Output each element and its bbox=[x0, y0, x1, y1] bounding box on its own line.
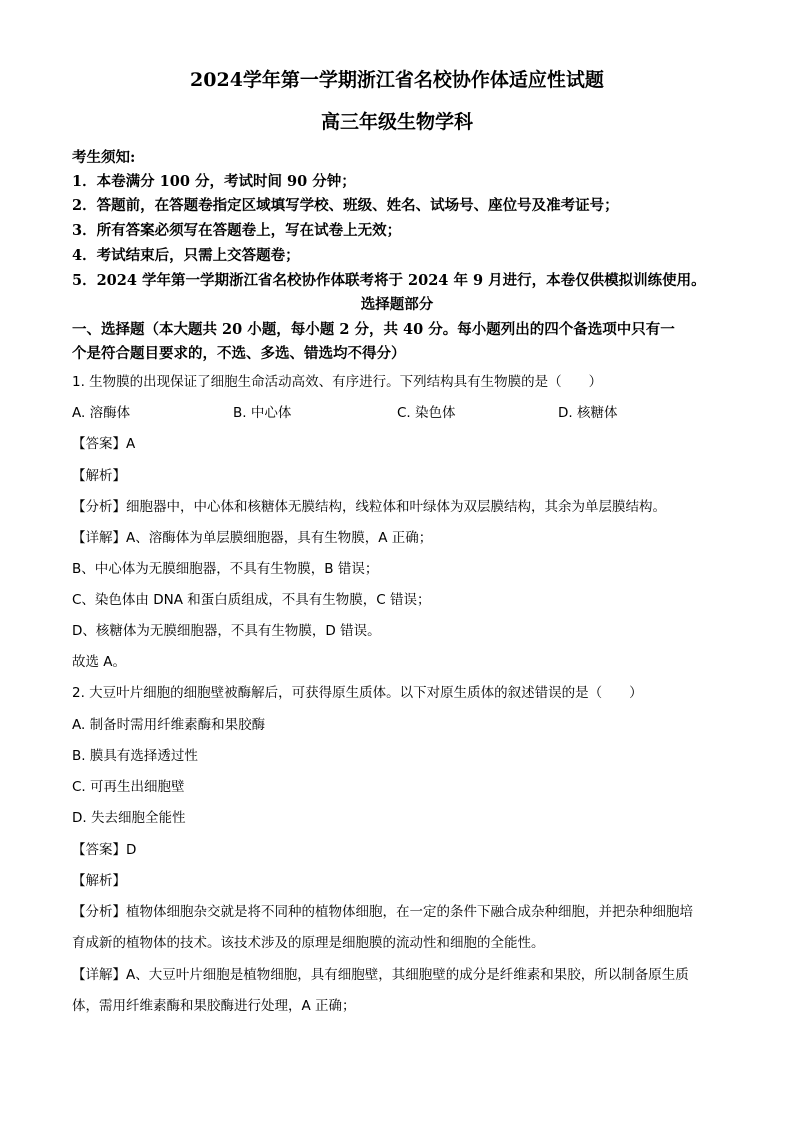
q2-option-a: A. 制备时需用纤维素酶和果胶酶 bbox=[72, 717, 266, 733]
q1-detail-line: 【详解】A、溶酶体为单层膜细胞器，具有生物膜，A 正确； bbox=[72, 530, 433, 546]
q2-analysis-label: 【解析】 bbox=[72, 873, 126, 889]
q1-stem: 1. 生物膜的出现保证了细胞生命活动高效、有序进行。下列结构具有生物膜的是（ ） bbox=[72, 374, 603, 390]
q2-answer: 【答案】D bbox=[72, 842, 137, 858]
q1-option-c: C. 染色体 bbox=[397, 405, 456, 421]
section-title: 选择题部分 bbox=[360, 296, 434, 313]
q1-detail-line: C、染色体由 DNA 和蛋白质组成，不具有生物膜，C 错误； bbox=[72, 592, 431, 608]
q1-option-d: D. 核糖体 bbox=[558, 405, 618, 421]
q1-analysis-label: 【解析】 bbox=[72, 468, 126, 484]
notice-item-2: 2．答题前，在答题卷指定区域填写学校、班级、姓名、试场号、座位号及准考证号； bbox=[72, 197, 619, 214]
exam-title: 2024学年第一学期浙江省名校协作体适应性试题 bbox=[190, 69, 604, 91]
notice-item-4: 4．考试结束后，只需上交答题卷； bbox=[72, 247, 300, 264]
q2-analysis-line-2: 育成新的植物体的技术。该技术涉及的原理是细胞膜的流动性和细胞的全能性。 bbox=[72, 935, 545, 951]
q2-stem: 2. 大豆叶片细胞的细胞壁被酶解后，可获得原生质体。以下对原生质体的叙述错误的是（ ） bbox=[72, 685, 643, 701]
q2-option-d: D. 失去细胞全能性 bbox=[72, 810, 186, 826]
q1-option-a: A. 溶酶体 bbox=[72, 405, 131, 421]
q1-answer: 【答案】A bbox=[72, 436, 136, 452]
q1-detail-line: D、核糖体为无膜细胞器，不具有生物膜，D 错误。 bbox=[72, 623, 381, 639]
q1-analysis: 【分析】细胞器中，中心体和核糖体无膜结构，线粒体和叶绿体为双层膜结构，其余为单层膜结构。 bbox=[72, 499, 666, 515]
q2-detail-line-1: 【详解】A、大豆叶片细胞是植物细胞，具有细胞壁，其细胞壁的成分是纤维素和果胶，所以制备原生质 bbox=[72, 967, 689, 983]
q2-option-b: B. 膜具有选择透过性 bbox=[72, 748, 198, 764]
q1-conclusion: 故选 A。 bbox=[72, 654, 127, 670]
q1-detail-line: B、中心体为无膜细胞器，不具有生物膜，B 错误； bbox=[72, 561, 379, 577]
section-intro-line-2: 个是符合题目要求的，不选、多选、错选均不得分） bbox=[72, 345, 406, 362]
notice-item-5: 5．2024 学年第一学期浙江省名校协作体联考将于 2024 年 9 月进行，本卷仅供模拟训练使用。 bbox=[72, 272, 706, 289]
q1-option-b: B. 中心体 bbox=[233, 405, 292, 421]
section-intro-line-1: 一、选择题（本大题共 20 小题，每小题 2 分，共 40 分。每小题列出的四个备选项中只有一 bbox=[72, 321, 675, 338]
notice-heading: 考生须知: bbox=[72, 149, 136, 166]
exam-subtitle: 高三年级生物学科 bbox=[320, 111, 473, 133]
q2-detail-line-2: 体，需用纤维素酶和果胶酶进行处理，A 正确； bbox=[72, 998, 356, 1014]
q2-analysis-line-1: 【分析】植物体细胞杂交就是将不同种的植物体细胞，在一定的条件下融合成杂种细胞，并把杂种细胞培 bbox=[72, 904, 693, 920]
notice-item-1: 1．本卷满分 100 分，考试时间 90 分钟； bbox=[72, 173, 356, 190]
q2-option-c: C. 可再生出细胞壁 bbox=[72, 779, 185, 795]
notice-item-3: 3．所有答案必须写在答题卷上，写在试卷上无效； bbox=[72, 222, 402, 239]
